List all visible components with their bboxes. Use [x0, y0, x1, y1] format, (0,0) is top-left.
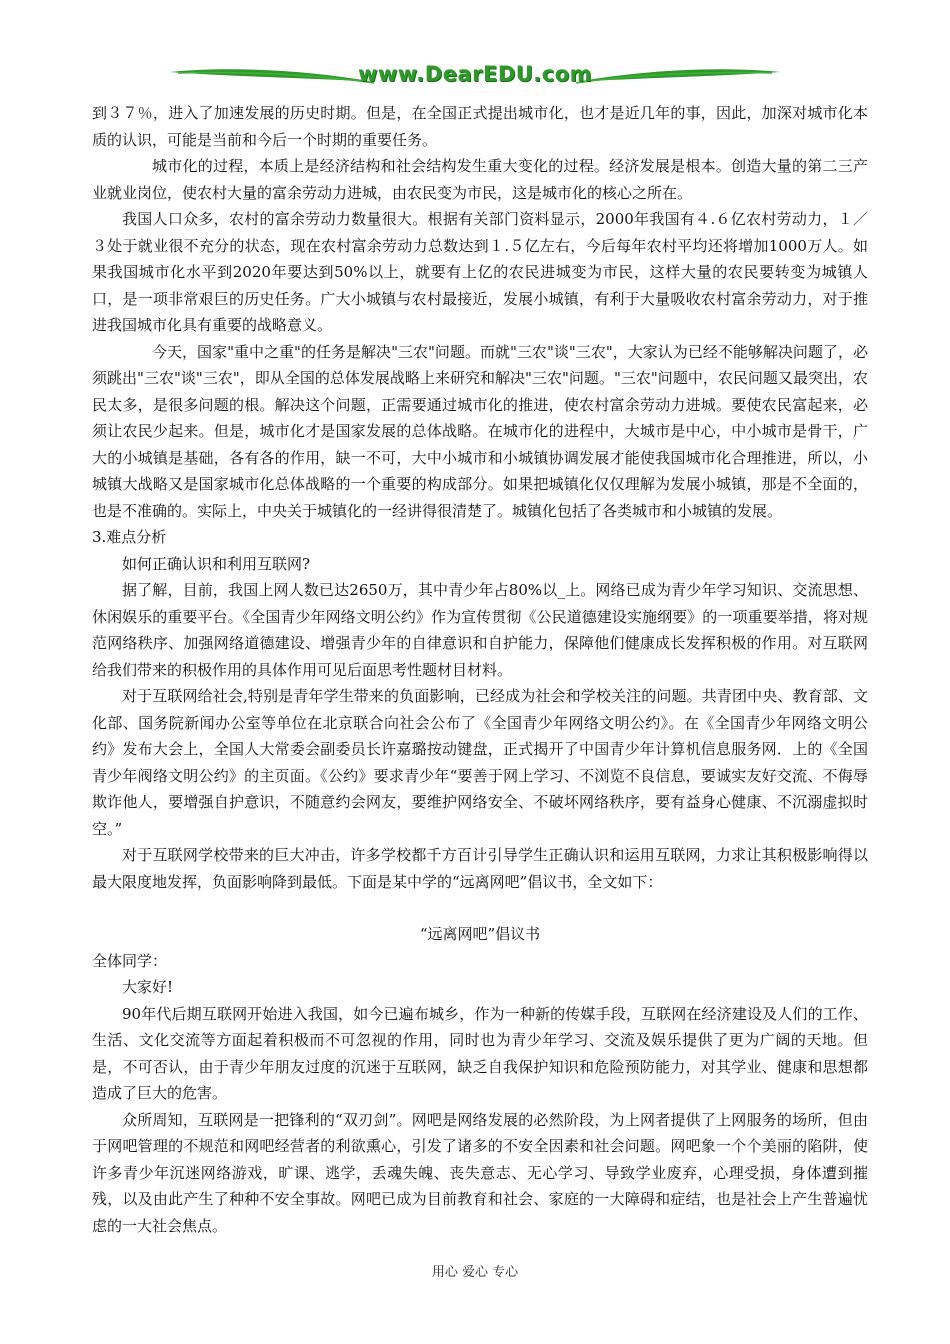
paragraph-continuation: 到３７％，进入了加速发展的历史时期。但是，在全国正式提出城市化，也才是近几年的事，因此，加深对城市化本质的认识，可能是当前和今后一个时期的重要任务。 [92, 104, 868, 149]
proposal-title: “远离网吧”倡议书 [419, 925, 541, 943]
document-body [92, 100, 868, 1239]
greeting: 大家好! [122, 978, 174, 996]
section-heading: 3.难点分析 [92, 528, 167, 546]
paragraph-urbanization-essence: 城市化的过程，本质上是经济结构和社会结构发生重大变化的过程。经济发展是根本。创造大量的第二三产业就业岗位，使农村大量的富余劳动力进城，由农民变为市民，这是城市化的核心之所在。 [92, 157, 868, 202]
paragraph-internet-users: 据了解，目前，我国上网人数已达2650万，其中青少年占80%以_上。网络已成为青少年学习知识、交流思想、休闲娱乐的重要平台。《全国青少年网络文明公约》作为宣传贯彻《公民道德建设实施纲要》的一项重要举措，将对规范网络秩序、加强网络道德建设、增强青少年的自律意识和自护能力，保障他们健康成长发挥积极的作用。对互联网给我们带来的积极作用的具体作用可见后面思考性题材目材料。 [92, 581, 868, 679]
paragraph-school-response: 对于互联网学校带来的巨大冲击，许多学校都千方百计引导学生正确认识和运用互联网，力求让其积极影响得以最大限度地发挥，负面影响降到最低。下面是某中学的“远离网吧”倡议书，全文如下： [92, 846, 868, 891]
paragraph-internet-history: 90年代后期互联网开始进入我国，如今已遍布城乡，作为一种新的传媒手段，互联网在经济建设及人们的工作、生活、文化交流等方面起着积极而不可忽视的作用，同时也为青少年学习、交流及娱乐提供了更为广阔的天地。但是，不可否认，由于青少年朋友过度的沉迷于互联网，缺乏自我保护知识和危险预防能力，对其学业、健康和思想都造成了巨大的危害。 [92, 1004, 868, 1102]
salutation: 全体同学： [92, 951, 168, 970]
site-logo-text: www.DearEDU.com [357, 62, 593, 86]
paragraph-double-edged-sword: 众所周知，互联网是一把锋利的“双刃剑”。网吧是网络发展的必然阶段，为上网者提供了上网服务的场所，但由于网吧管理的不规范和网吧经营者的利欲熏心，引发了诸多的不安全因素和社会问题。网吧象一个个美丽的陷阱，使许多青少年沉迷网络游戏，旷课、逃学，丢魂失魄、丧失意志、无心学习、导致学业废弃，心理受损，身体遭到摧残，以及由此产生了种种不安全事故。网吧已成为目前教育和社会、家庭的一大障碍和症结，也是社会上产生普遍忧虑的一大社会焦点。 [92, 1110, 868, 1235]
site-banner [168, 60, 782, 94]
page-footer: 用心 爱心 专心 [431, 1265, 519, 1280]
spacer [92, 895, 868, 921]
question-line: 如何正确认识和利用互联网? [122, 554, 311, 573]
paragraph-rural-labor: 我国人口众多，农村的富余劳动力数量很大。根据有关部门资料显示，2000年我国有４.６亿农村劳动力，１／３处于就业很不充分的状态，现在农村富余劳动力总数达到１.５亿左右，今后每年农村平均还将增加1000万人。如果我国城市化水平到2020年要达到50%以上，就要有上亿的农民进城变为市民，这样大量的农民要转变为城镇人口，是一项非常艰巨的历史任务。广大小城镇与农村最接近，发展小城镇，有利于大量吸收农村富余劳动力，对于推进我国城市化具有重要的战略意义。 [92, 210, 868, 334]
paragraph-negative-impact: 对于互联网给社会,特别是青年学生带来的负面影响，已经成为社会和学校关注的问题。共青团中央、教育部、文化部、国务院新闻办公室等单位在北京联合向社会公布了《全国青少年网络文明公约》。在《全国青少年网络文明公约》发布大会上，全国人大常委会副委员长许嘉璐按动键盘，正式揭开了中国青少年计算机信息服务网．上的《全国青少年阀络文明公约》的主页面。《公约》要求青少年“要善于网上学习、不浏览不良信息，要诚实友好交流、不侮辱欺诈他人，要增强自护意识，不随意约会网友，要维护网络安全、不破坏网络秩序，要有益身心健康、不沉溺虚拟时空。” [92, 687, 868, 838]
paragraph-three-rural-issues: 今天，国家"重中之重"的任务是解决"三农"问题。而就"三农"谈"三农"，大家认为已经不能够解决问题了，必须跳出"三农"谈"三农"，即从全国的总体发展战略上来研究和解决"三农"问题。"三农"问题中，农民问题又最突出，农民太多，是很多问题的根。解决这个问题，正需要通过城市化的推进，使农村富余劳动力进城。要使农民富起来，必须让农民少起来。但是，城市化才是国家发展的总体战略。在城市化的进程中，大城市是中心，中小城市是骨干，广大的小城镇是基础，各有各的作用，缺一不可，大中小城市和小城镇协调发展才能使我国城市化合理推进，所以，小城镇大战略又是国家城市化总体战略的一个重要的构成部分。如果把城镇化仅仅理解为发展小城镇，那是不全面的，也是不准确的。实际上，中央关于城镇化的一经讲得很清楚了。城镇化包括了各类城市和小城镇的发展。 [92, 342, 868, 520]
